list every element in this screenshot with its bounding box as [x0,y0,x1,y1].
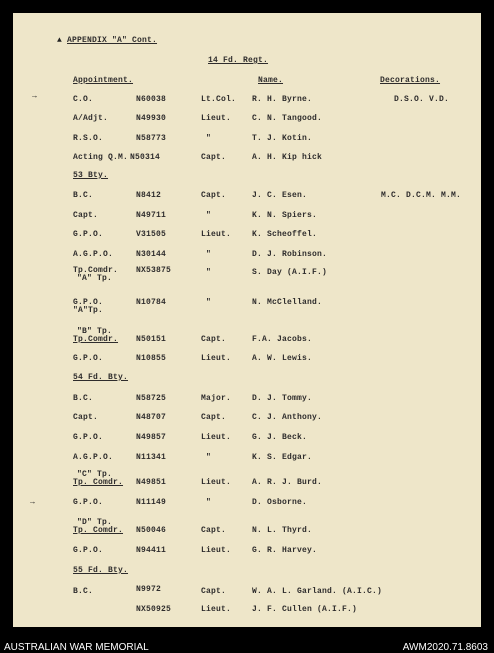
row-number: N60038 [136,95,167,104]
row-name: F.A. Jacobs. [252,335,313,344]
row-number: N30144 [136,250,167,259]
section-heading: 53 Bty. [73,171,109,180]
row-rank: " [206,134,212,143]
row-number: V31505 [136,230,167,239]
row-rank: Lieut. [201,354,232,363]
footer-accession: AWM2020.71.8603 [402,642,488,653]
row-appointment: B.C. [73,394,94,403]
row-rank: " [206,498,212,507]
row-number: N48707 [136,413,167,422]
row-name: A. W. Lewis. [252,354,313,363]
margin-mark-icon: → [32,92,37,101]
row-name: W. A. L. Garland. (A.I.C.) [252,587,383,596]
row-number: N49857 [136,433,167,442]
row-rank: Capt. [201,587,227,596]
row-appointment: "D" Tp. [77,518,113,527]
row-name: K. N. Spiers. [252,211,318,220]
row-number: N58773 [136,134,167,143]
row-number: N94411 [136,546,167,555]
row-name: T. J. Kotin. [252,134,313,143]
row-name: R. H. Byrne. [252,95,313,104]
margin-mark-icon: → [30,498,35,507]
row-rank: Major. [201,394,232,403]
row-appointment-sub: Tp. Comdr. [73,526,124,535]
row-appointment-sub: Tp.Comdr. [73,335,119,344]
row-appointment: G.P.O. [73,546,104,555]
row-rank: Lieut. [201,230,232,239]
row-number: N49711 [136,211,167,220]
row-rank: Capt. [201,413,227,422]
row-rank: " [206,298,212,307]
row-name: K. Scheoffel. [252,230,318,239]
row-rank: " [206,453,212,462]
unit-heading: 14 Fd. Regt. [208,56,269,65]
row-appointment-sub: Tp. Comdr. [73,478,124,487]
row-number: N11341 [136,453,167,462]
row-appointment-sub: "A" Tp. [77,274,113,283]
row-rank: " [206,211,212,220]
row-name: J. F. Cullen (A.I.F.) [252,605,358,614]
row-name: N. L. Thyrd. [252,526,313,535]
row-appointment: G.P.O. [73,498,104,507]
row-decorations: D.S.O. V.D. [394,95,450,104]
row-number: N11149 [136,498,167,507]
header-decorations: Decorations. [380,76,441,85]
row-name: C. J. Anthony. [252,413,323,422]
row-decorations: M.C. D.C.M. M.M. [381,191,462,200]
row-number: N50046 [136,526,167,535]
row-name: C. N. Tangood. [252,114,323,123]
section-heading: 55 Fd. Bty. [73,566,129,575]
row-name: K. S. Edgar. [252,453,313,462]
row-rank: Capt. [201,526,227,535]
document-title: APPENDIX "A" Cont. [67,36,158,45]
row-name: A. H. Kip hick [252,153,323,162]
row-number: N10855 [136,354,167,363]
row-rank: " [206,250,212,259]
arrow-mark-icon: ▲ [57,36,62,45]
row-rank: Lieut. [201,478,232,487]
row-name: G. R. Harvey. [252,546,318,555]
row-number: NX53875 [136,266,172,275]
row-name: S. Day (A.I.F.) [252,268,328,277]
row-name: D. Osborne. [252,498,308,507]
row-appointment: G.P.O. [73,433,104,442]
row-appointment: Tp.Comdr. [73,266,119,275]
row-name: D. J. Robinson. [252,250,328,259]
row-number: NX50925 [136,605,172,614]
row-rank: " [206,268,212,277]
row-appointment-sub: "A"Tp. [73,306,104,315]
row-rank: Lieut. [201,546,232,555]
row-name: A. R. J. Burd. [252,478,323,487]
row-number: N8412 [136,191,162,200]
row-appointment: A/Adjt. [73,114,109,123]
row-appointment: "B" Tp. [77,327,113,336]
row-rank: Capt. [201,335,227,344]
row-number: N9972 [136,585,162,594]
footer-source: AUSTRALIAN WAR MEMORIAL [4,642,149,653]
row-rank: Lieut. [201,605,232,614]
header-appointment: Appointment. [73,76,134,85]
header-name: Name. [258,76,284,85]
row-number: N50314 [130,153,161,162]
row-appointment: Acting Q.M. [73,153,129,162]
row-rank: Lt.Col. [201,95,237,104]
row-appointment: G.P.O. [73,354,104,363]
row-appointment: A.G.P.O. [73,453,114,462]
row-appointment: Capt. [73,211,99,220]
row-number: N10784 [136,298,167,307]
row-rank: Lieut. [201,433,232,442]
row-appointment: B.C. [73,191,94,200]
row-rank: Capt. [201,153,227,162]
row-name: J. C. Esen. [252,191,308,200]
row-name: G. J. Beck. [252,433,308,442]
row-rank: Capt. [201,191,227,200]
row-number: N49851 [136,478,167,487]
row-name: D. J. Tommy. [252,394,313,403]
row-appointment: G.P.O. [73,230,104,239]
row-appointment: B.C. [73,587,94,596]
row-name: N. McClelland. [252,298,323,307]
row-appointment: C.O. [73,95,94,104]
row-number: N50151 [136,335,167,344]
section-heading: 54 Fd. Bty. [73,373,129,382]
row-appointment: G.P.O. [73,298,104,307]
row-appointment: Capt. [73,413,99,422]
row-rank: Lieut. [201,114,232,123]
row-appointment: R.S.O. [73,134,104,143]
row-number: N49930 [136,114,167,123]
row-appointment: "C" Tp. [77,470,113,479]
row-appointment: A.G.P.O. [73,250,114,259]
row-number: N58725 [136,394,167,403]
